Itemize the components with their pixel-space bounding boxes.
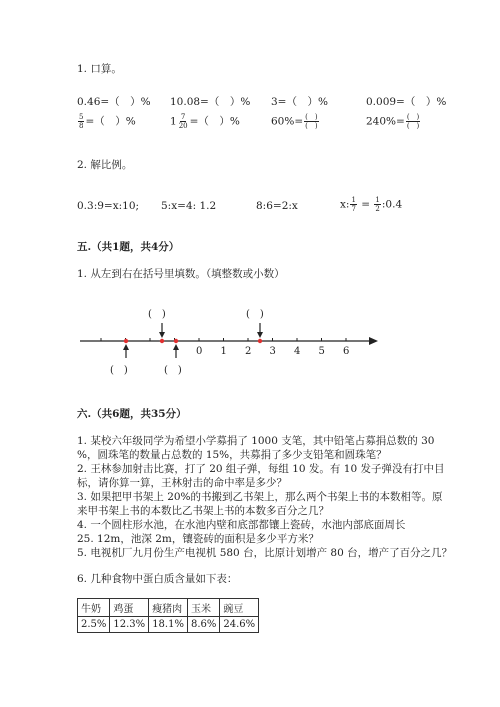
section-five-heading: 五.（共1题，共4分）: [77, 241, 180, 253]
table-header-cell: 瘦猪肉: [149, 599, 188, 617]
number-line-arrowhead: [369, 337, 378, 345]
top-blank-1: ( ): [148, 309, 166, 320]
fraction-numerator: 1: [375, 196, 380, 204]
tick-label-0: 0: [196, 346, 203, 357]
oral-item-8-pre: 240%=: [366, 115, 405, 128]
ratio-item-4-eq: =: [357, 198, 374, 211]
tick-label-2: 2: [245, 346, 252, 357]
up-arrow-head: [123, 344, 129, 350]
table-cell: 18.1%: [149, 617, 188, 633]
table-cell: 8.6%: [187, 617, 219, 633]
section-six-heading: 六.（共6题，共35分）: [77, 408, 187, 420]
fraction-numerator: 5: [79, 113, 84, 121]
problem-line: 2. 王林参加射击比赛，打了 20 组子弹，每组 10 发。有 10 发子弹没有打中目: [77, 463, 445, 475]
number-line-figure: [0, 295, 500, 385]
tick-label-6: 6: [343, 346, 350, 357]
oral-item-4: 0.009=（ ）%: [366, 96, 447, 108]
tick-label-1: 1: [220, 346, 227, 357]
oral-item-7: [271, 113, 320, 130]
top-blank-2: ( ): [246, 309, 264, 320]
fraction-numerator: 1: [351, 196, 356, 204]
ratio-item-4: [340, 196, 402, 213]
problem-line: 1. 某校六年级同学为希望小学募捐了 1000 支笔，其中铅笔占募捐总数的 30: [77, 435, 435, 447]
section-five-question: 1. 从左到右在括号里填数。（填整数或小数）: [77, 268, 285, 280]
problem-line: %，圆珠笔的数量占总数的 15%，共募捐了多少支铅笔和圆珠笔？: [77, 449, 387, 461]
marker-point: [258, 339, 262, 343]
mixed-whole: 1: [170, 115, 177, 128]
oral-heading: 1. 口算。: [77, 63, 122, 75]
fraction-denominator: ( ): [406, 122, 420, 130]
fraction-denominator: 2: [375, 205, 380, 213]
bottom-blank-2: ( ): [164, 365, 182, 376]
ratio-item-4-post: :0.4: [381, 198, 403, 211]
table-header-cell: 豌豆: [220, 599, 259, 617]
problem-line: 3. 如果把甲书架上 20%的书搬到乙书架上，那么两个书架上书的本数相等。原: [77, 491, 443, 503]
tick-label-5: 5: [318, 346, 325, 357]
table-header-cell: 鸡蛋: [110, 599, 149, 617]
oral-item-2: 10.08=（ ）%: [170, 96, 251, 108]
table-cell: 12.3%: [110, 617, 149, 633]
ratio-item-4-pre: x:: [340, 198, 350, 211]
down-arrow-head: [257, 332, 263, 338]
oral-item-8: [366, 113, 421, 130]
ratio-heading: 2. 解比例。: [77, 159, 133, 171]
ratio-item-1: 0.3:9=x:10;: [77, 200, 140, 212]
fraction-numerator: ( ): [305, 113, 318, 121]
oral-item-6: [170, 113, 240, 130]
protein-table-wrap: [77, 598, 259, 633]
problem-line: 5. 电视机厂九月份生产电视机 580 台，比原计划增产 80 台，增产了百分之几？: [77, 547, 453, 559]
oral-item-5: [77, 113, 136, 130]
down-arrow-head: [159, 332, 165, 338]
marker-point: [174, 339, 178, 343]
problem-line: 来甲书架上书的本数比乙书架上书的本数多百分之几？: [77, 505, 329, 517]
q6-text: 6. 几种食物中蛋白质含量如下表：: [77, 573, 238, 585]
up-arrow-head: [173, 344, 179, 350]
table-row: [78, 617, 259, 633]
oral-item-3: 3=（ ）%: [271, 96, 328, 108]
ratio-item-2: 5:x=4: 1.2: [161, 200, 217, 212]
table-cell: 24.6%: [220, 617, 259, 633]
fraction-numerator: 7: [180, 113, 186, 121]
protein-table: [77, 598, 259, 633]
table-header-cell: 牛奶: [78, 599, 110, 617]
problem-line: 25. 12m，池深 2m，镶瓷砖的面积是多少平方米？: [77, 533, 319, 545]
oral-item-7-pre: 60%=: [271, 115, 304, 128]
marker-point: [124, 339, 128, 343]
table-header-cell: 玉米: [187, 599, 219, 617]
fraction-denominator: 20: [178, 122, 188, 130]
marker-point: [160, 339, 164, 343]
oral-item-6-rest: =（ ）%: [189, 115, 240, 128]
oral-item-1: 0.46=（ ）%: [77, 96, 151, 108]
problem-line: 4. 一个圆柱形水池，在水池内壁和底部都镶上瓷砖，水池内部底面周长: [77, 519, 406, 531]
oral-item-5-rest: =（ ）%: [85, 115, 136, 128]
fraction-denominator: 7: [351, 205, 356, 213]
fraction-denominator: 8: [79, 122, 84, 130]
fraction-numerator: ( ): [406, 113, 420, 121]
table-cell: 2.5%: [78, 617, 110, 633]
table-header-row: [78, 599, 259, 617]
bottom-blank-1: ( ): [110, 365, 128, 376]
tick-label-4: 4: [294, 346, 301, 357]
fraction-denominator: ( ): [305, 122, 318, 130]
problem-line: 标，请你算一算，王林射击的命中率是多少？: [77, 477, 287, 489]
tick-label-3: 3: [269, 346, 276, 357]
ratio-item-3: 8:6=2:x: [256, 200, 298, 212]
